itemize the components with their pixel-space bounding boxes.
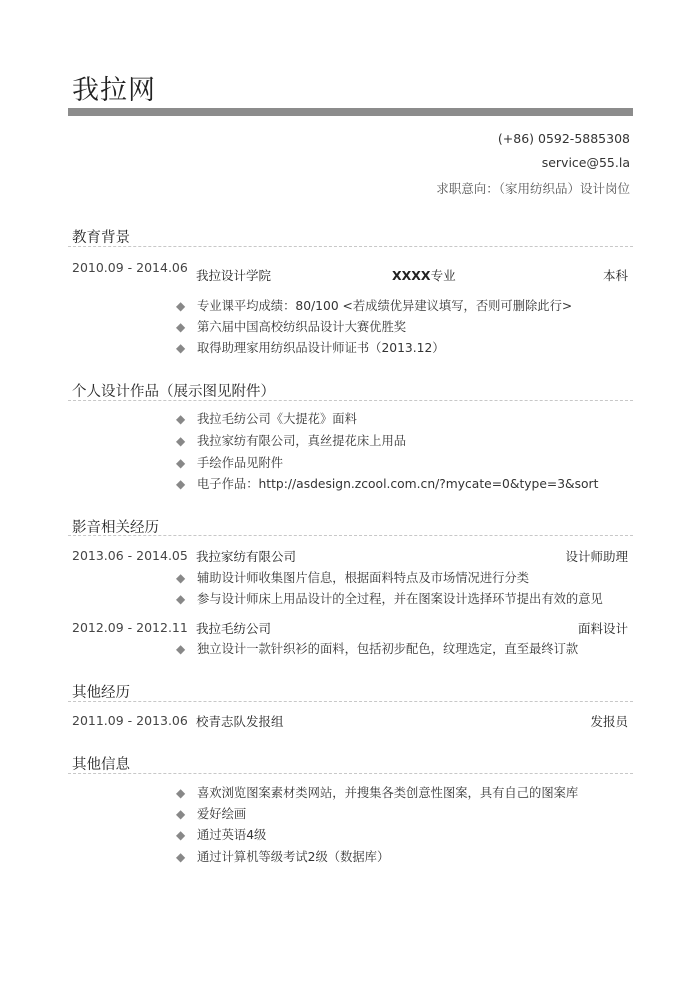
- other-exp-date: 2011.09 - 2013.06: [72, 713, 188, 728]
- education-major: [392, 266, 456, 284]
- job-date: 2013.06 - 2014.05: [72, 548, 188, 563]
- section-divider: [68, 701, 633, 702]
- diamond-bullet-icon: ◆: [176, 786, 186, 800]
- job-company: 我拉毛纺公司: [196, 621, 272, 636]
- contact-email: service@55.la: [541, 155, 630, 170]
- education-degree: 本科: [602, 268, 628, 283]
- section-divider: [68, 400, 633, 401]
- job-role: 面料设计: [577, 621, 628, 636]
- section-title-works: 个人设计作品（展示图见附件）: [72, 384, 275, 400]
- works-item: 我拉毛纺公司《大提花》面料: [197, 412, 357, 426]
- section-divider: [68, 246, 633, 247]
- education-school: 我拉设计学院: [196, 268, 272, 283]
- section-title-other-experience: 其他经历: [72, 685, 130, 701]
- diamond-bullet-icon: ◆: [176, 828, 186, 842]
- resume-name: 我拉网: [72, 75, 156, 106]
- major-name: XXXX: [392, 268, 431, 283]
- diamond-bullet-icon: ◆: [176, 434, 186, 448]
- diamond-bullet-icon: ◆: [176, 592, 186, 606]
- section-title-experience: 影音相关经历: [72, 520, 159, 536]
- job-role: 设计师助理: [565, 549, 628, 564]
- info-item: 通过计算机等级考试2级（数据库）: [197, 850, 390, 864]
- major-suffix: 专业: [430, 268, 456, 283]
- diamond-bullet-icon: ◆: [176, 477, 186, 491]
- education-item: 第六届中国高校纺织品设计大赛优胜奖: [197, 320, 407, 334]
- section-divider: [68, 773, 633, 774]
- diamond-bullet-icon: ◆: [176, 642, 186, 656]
- info-item: 通过英语4级: [197, 828, 267, 842]
- header-divider-bar: [68, 108, 633, 116]
- diamond-bullet-icon: ◆: [176, 571, 186, 585]
- section-divider: [68, 535, 633, 536]
- info-item: 爱好绘画: [197, 807, 247, 821]
- diamond-bullet-icon: ◆: [176, 412, 186, 426]
- other-exp-org: 校青志队发报组: [196, 714, 284, 729]
- diamond-bullet-icon: ◆: [176, 299, 186, 313]
- works-item: 电子作品：http://asdesign.zcool.com.cn/?mycate=0&type=3&sort: [197, 477, 599, 491]
- job-company: 我拉家纺有限公司: [196, 549, 297, 564]
- info-item: 喜欢浏览图案素材类网站，并搜集各类创意性图案，具有自己的图案库: [197, 786, 579, 800]
- job-intent: 求职意向：（家用纺织品）设计岗位: [436, 181, 630, 196]
- education-item: 取得助理家用纺织品设计师证书（2013.12）: [197, 341, 445, 355]
- job-item: 辅助设计师收集图片信息，根据面料特点及市场情况进行分类: [197, 571, 530, 585]
- job-item: 独立设计一款针织衫的面料，包括初步配色，纹理选定，直至最终订款: [197, 642, 579, 656]
- diamond-bullet-icon: ◆: [176, 341, 186, 355]
- education-item: 专业课平均成绩：80/100 <若成绩优异建议填写，否则可删除此行>: [197, 299, 573, 313]
- education-date: 2010.09 - 2014.06: [72, 260, 188, 275]
- diamond-bullet-icon: ◆: [176, 807, 186, 821]
- works-item: 我拉家纺有限公司，真丝提花床上用品: [197, 434, 407, 448]
- section-title-education: 教育背景: [72, 230, 130, 246]
- diamond-bullet-icon: ◆: [176, 456, 186, 470]
- job-date: 2012.09 - 2012.11: [72, 620, 188, 635]
- other-exp-role: 发报员: [590, 714, 628, 729]
- diamond-bullet-icon: ◆: [176, 320, 186, 334]
- section-title-other-info: 其他信息: [72, 757, 130, 773]
- job-item: 参与设计师床上用品设计的全过程，并在图案设计选择环节提出有效的意见: [197, 592, 603, 606]
- contact-phone: (+86) 0592-5885308: [497, 131, 630, 146]
- works-item: 手绘作品见附件: [197, 456, 284, 470]
- diamond-bullet-icon: ◆: [176, 850, 186, 864]
